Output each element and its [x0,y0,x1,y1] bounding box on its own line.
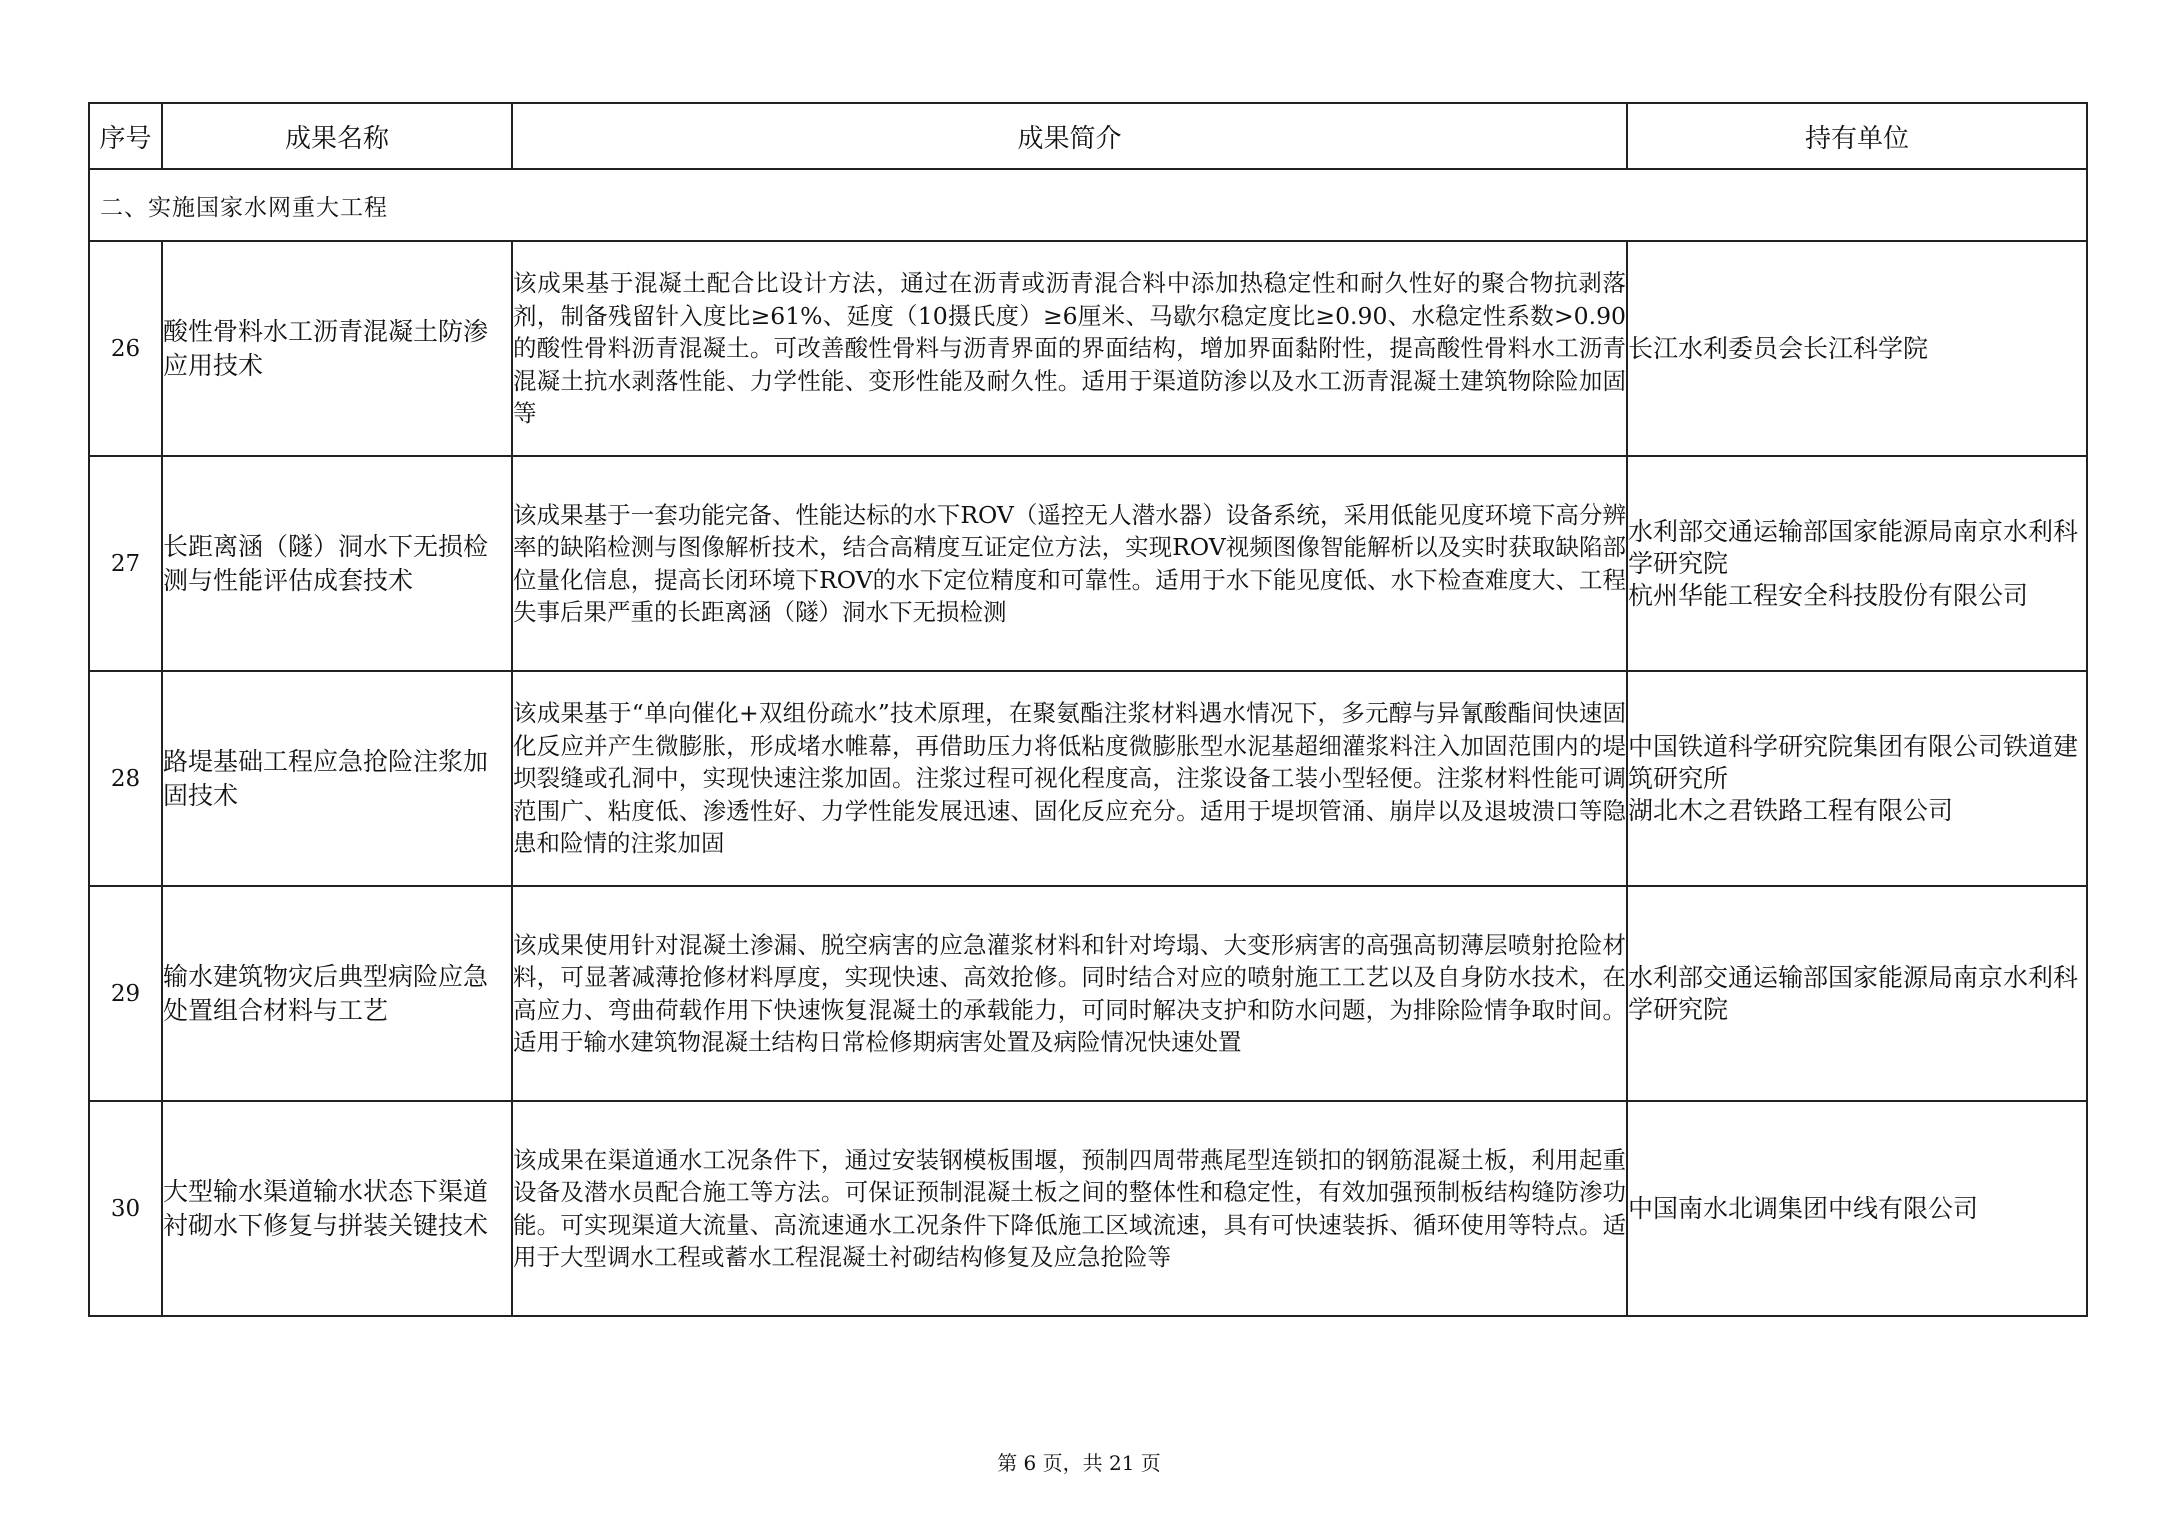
results-table [88,102,2088,1317]
holder-unit-line: 杭州华能工程安全科技股份有限公司 [1628,580,2029,610]
holder-unit [1627,456,2087,671]
row-number: 27 [89,456,162,671]
holder-unit [1627,886,2087,1101]
holder-unit [1627,671,2087,886]
result-description: 该成果基于“单向催化+双组份疏水”技术原理，在聚氨酯注浆材料遇水情况下，多元醇与异氰酸酯间快速固化反应并产生微膨胀，形成堵水帷幕，再借助压力将低粘度微膨胀型水泥基超细灌浆料注入加固范围内的堤坝裂缝或孔洞中，实现快速注浆加固。注浆过程可视化程度高，注浆设备工装小型轻便。注浆材料性能可调范围广、粘度低、渗透性好、力学性能发展迅速、固化反应充分。适用于堤坝管涌、崩岸以及退坡溃口等隐患和险情的注浆加固 [512,671,1627,886]
table-row [89,886,2087,1101]
section-title: 二、实施国家水网重大工程 [89,169,2087,241]
result-name: 输水建筑物灾后典型病险应急处置组合材料与工艺 [162,886,512,1101]
holder-unit-line: 长江水利委员会长江科学院 [1628,333,1929,363]
header-name: 成果名称 [162,103,512,169]
header-unit: 持有单位 [1627,103,2087,169]
result-name: 长距离涵（隧）洞水下无损检测与性能评估成套技术 [162,456,512,671]
table-row [89,241,2087,456]
holder-unit-line: 水利部交通运输部国家能源局南京水利科学研究院 [1628,516,2079,578]
holder-unit [1627,1101,2087,1316]
section-row [89,169,2087,241]
row-number: 26 [89,241,162,456]
header-desc: 成果简介 [512,103,1627,169]
holder-unit-line: 湖北木之君铁路工程有限公司 [1628,795,1954,825]
row-number: 28 [89,671,162,886]
header-no: 序号 [89,103,162,169]
table-row [89,456,2087,671]
table-row [89,671,2087,886]
holder-unit [1627,241,2087,456]
result-description: 该成果基于一套功能完备、性能达标的水下ROV（遥控无人潜水器）设备系统，采用低能见度环境下高分辨率的缺陷检测与图像解析技术，结合高精度互证定位方法，实现ROV视频图像智能解析以及实时获取缺陷部位量化信息，提高长闭环境下ROV的水下定位精度和可靠性。适用于水下能见度低、水下检查难度大、工程失事后果严重的长距离涵（隧）洞水下无损检测 [512,456,1627,671]
result-name: 路堤基础工程应急抢险注浆加固技术 [162,671,512,886]
result-name: 酸性骨料水工沥青混凝土防渗应用技术 [162,241,512,456]
holder-unit-line: 中国南水北调集团中线有限公司 [1628,1193,1979,1223]
result-description: 该成果在渠道通水工况条件下，通过安装钢模板围堰，预制四周带燕尾型连锁扣的钢筋混凝土板，利用起重设备及潜水员配合施工等方法。可保证预制混凝土板之间的整体性和稳定性，有效加强预制板结构缝防渗功能。可实现渠道大流量、高流速通水工况条件下降低施工区域流速，具有可快速装拆、循环使用等特点。适用于大型调水工程或蓄水工程混凝土衬砌结构修复及应急抢险等 [512,1101,1627,1316]
result-description: 该成果使用针对混凝土渗漏、脱空病害的应急灌浆材料和针对垮塌、大变形病害的高强高韧薄层喷射抢险材料，可显著减薄抢修材料厚度，实现快速、高效抢修。同时结合对应的喷射施工工艺以及自身防水技术，在高应力、弯曲荷载作用下快速恢复混凝土的承载能力，可同时解决支护和防水问题，为排除险情争取时间。适用于输水建筑物混凝土结构日常检修期病害处置及病险情况快速处置 [512,886,1627,1101]
result-description: 该成果基于混凝土配合比设计方法，通过在沥青或沥青混合料中添加热稳定性和耐久性好的聚合物抗剥落剂，制备残留针入度比≥61%、延度（10摄氏度）≥6厘米、马歇尔稳定度比≥0.90、水稳定性系数>0.90的酸性骨料沥青混凝土。可改善酸性骨料与沥青界面的界面结构，增加界面黏附性，提高酸性骨料水工沥青混凝土抗水剥落性能、力学性能、变形性能及耐久性。适用于渠道防渗以及水工沥青混凝土建筑物除险加固等 [512,241,1627,456]
holder-unit-line: 中国铁道科学研究院集团有限公司铁道建筑研究所 [1628,731,2079,793]
table-header-row [89,103,2087,169]
table-row [89,1101,2087,1316]
holder-unit-line: 水利部交通运输部国家能源局南京水利科学研究院 [1628,962,2079,1024]
row-number: 30 [89,1101,162,1316]
result-name: 大型输水渠道输水状态下渠道衬砌水下修复与拼装关键技术 [162,1101,512,1316]
page-number-footer: 第 6 页，共 21 页 [997,1451,1161,1475]
row-number: 29 [89,886,162,1101]
